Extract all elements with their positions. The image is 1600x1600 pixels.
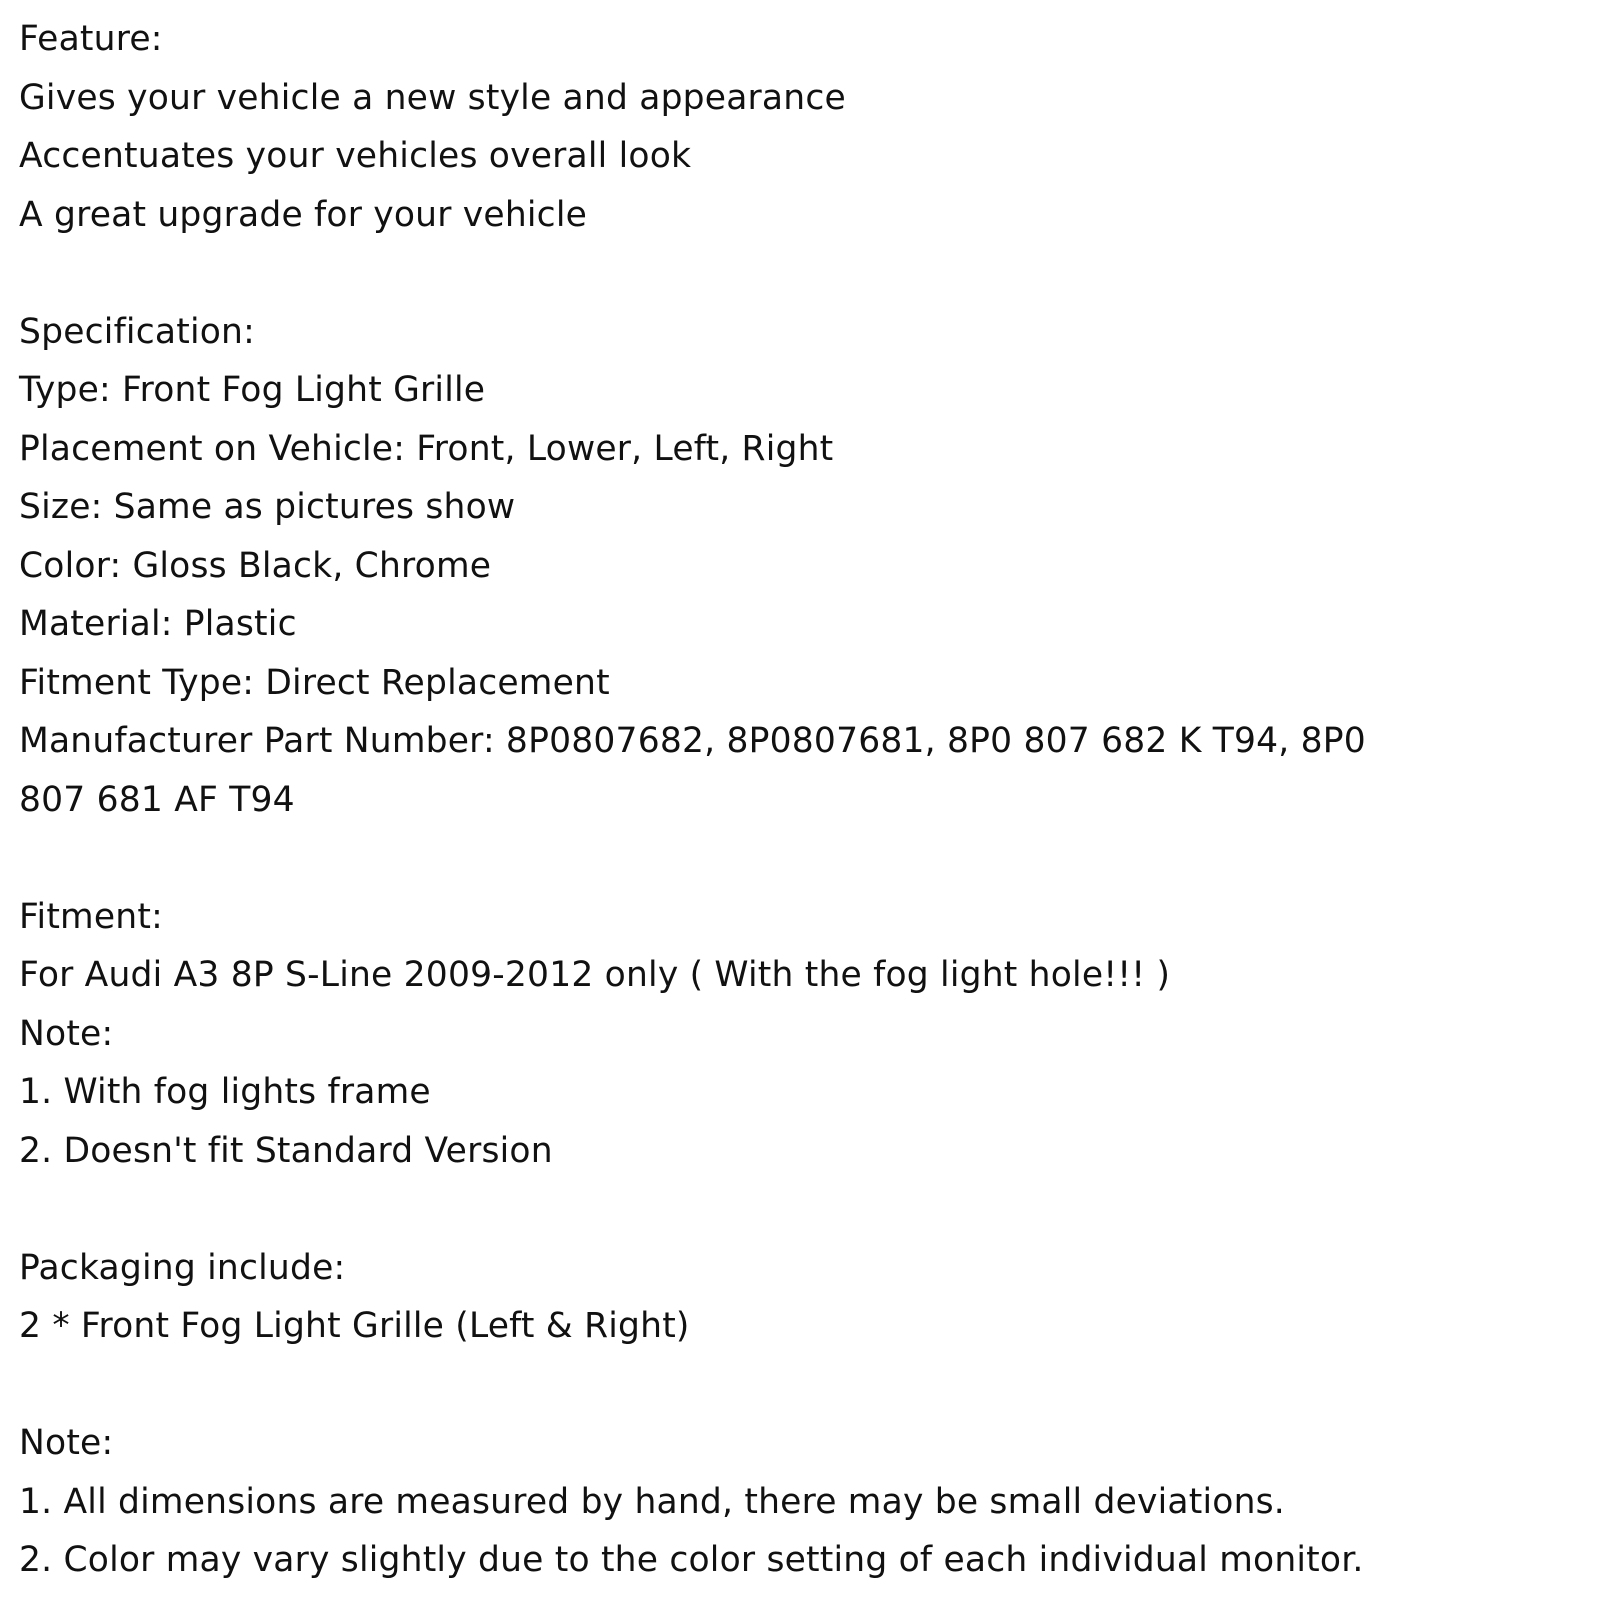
- fitment-note-item: 2. Doesn't fit Standard Version: [19, 1130, 553, 1171]
- note-item: 2. Color may vary slightly due to the color setting of each individual monitor.: [19, 1540, 1364, 1580]
- fitment-heading: Fitment:: [19, 896, 163, 937]
- note-section: [19, 1414, 1579, 1590]
- packaging-heading: Packaging include:: [19, 1247, 346, 1288]
- product-description: [19, 10, 1579, 1590]
- packaging-item: 2 * Front Fog Light Grille (Left & Right): [19, 1306, 690, 1346]
- spec-material: Material: Plastic: [19, 604, 297, 644]
- section-spacer: [19, 1180, 1579, 1239]
- section-spacer: [19, 1356, 1579, 1415]
- feature-heading: Feature:: [19, 19, 163, 59]
- fitment-note-heading: Note:: [19, 1013, 114, 1054]
- spec-color: Color: Gloss Black, Chrome: [19, 545, 492, 586]
- spec-size: Size: Same as pictures show: [19, 487, 516, 527]
- spec-part-number: Manufacturer Part Number: 8P0807682, 8P0807681, 8P0 807 682 K T94, 8P0: [19, 721, 1366, 761]
- section-spacer: [19, 829, 1579, 888]
- note-item: 1. All dimensions are measured by hand, there may be small deviations.: [19, 1481, 1285, 1522]
- packaging-section: [19, 1239, 1579, 1356]
- spec-fitment-type: Fitment Type: Direct Replacement: [19, 662, 610, 703]
- spec-placement: Placement on Vehicle: Front, Lower, Left, Right: [19, 428, 834, 469]
- spec-part-number-cont: 807 681 AF T94: [19, 779, 295, 820]
- feature-item: A great upgrade for your vehicle: [19, 194, 588, 235]
- section-spacer: [19, 244, 1579, 303]
- note-heading: Note:: [19, 1423, 114, 1463]
- fitment-vehicle: For Audi A3 8P S-Line 2009-2012 only ( With the fog light hole!!! ): [19, 955, 1171, 995]
- specification-heading: Specification:: [19, 311, 255, 352]
- specification-section: [19, 303, 1579, 830]
- feature-section: [19, 10, 1579, 244]
- fitment-note-item: 1. With fog lights frame: [19, 1072, 431, 1112]
- spec-type: Type: Front Fog Light Grille: [19, 370, 486, 410]
- feature-item: Accentuates your vehicles overall look: [19, 136, 692, 176]
- feature-item: Gives your vehicle a new style and appearance: [19, 77, 846, 118]
- fitment-section: [19, 888, 1579, 1181]
